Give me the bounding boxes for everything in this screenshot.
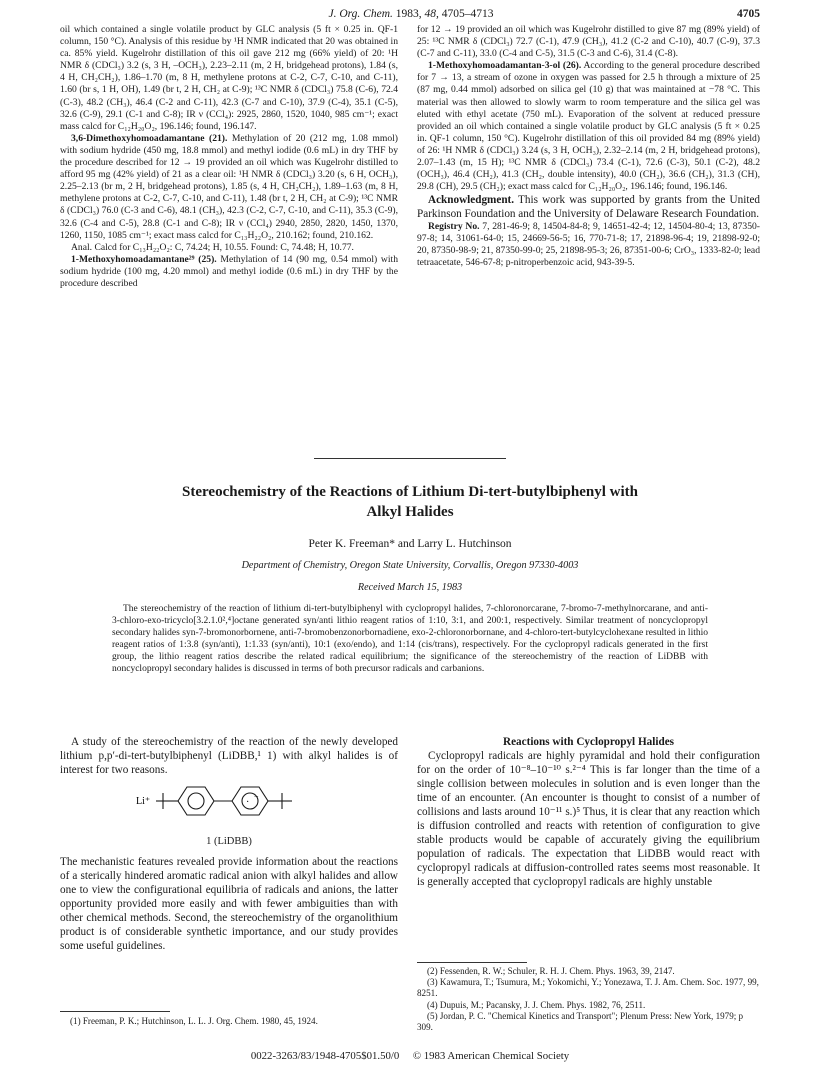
footnotes-right bbox=[417, 966, 760, 1033]
abstract: The stereochemistry of the reaction of lithium di-tert-butylbiphenyl with cyclopropyl halides, 7-chloronorcarane, 7-bromo-7-methylnorcarane, and anti-3-chloro-exo-tricyclo[3.2.1.0²,⁴]octane generated syn/anti lithio reagent ratios of 1:10, 3:1, and 200:1, respectively. Similar treatment of noncyclopropyl secondary halides syn-7-bromonorbornene, anti-7-bromobenzonorbornadiene, exo-2-chloronorbornane, and 4-chloro-tert-butylcyclohexane resulted in lithio reagent ratios of 1:3.8 (syn/anti), 1:1.33 (syn/anti), 10:1 (exo/endo), and 1:14 (cis/trans), respectively. For the cyclopropyl radicals generated in the first group, the lithio reagent ratios describe the related radical equilibrium; the significance of the stereochemistry of the reaction of LiDBB with noncyclopropyl secondary halides is discussed in terms of both precursor radicals and carbanions. bbox=[112, 604, 708, 674]
article-title: Stereochemistry of the Reactions of Lithium Di-tert-butylbiphenyl with Alkyl Halides bbox=[182, 484, 638, 520]
benzene-ring-right bbox=[232, 787, 268, 815]
lidbb-structure-drawing bbox=[132, 779, 332, 831]
page-number: 4705 bbox=[737, 8, 760, 20]
journal-citation bbox=[62, 8, 760, 20]
article-separator-rule bbox=[314, 458, 506, 459]
experimental-paragraph: 1-Methoxyhomoadamantan-3-ol (26). According to the general procedure described for 7 → 13, a stream of ozone in oxygen was passed for 2.5 h through a mixture of 25 (87 mg, 0.44 mmol) adsorbed on silica gel (10 g) that was maintained at −78 °C. This material was then allowed to slowly warm to room temperature and the silica gel was eluted with ethyl acetate (750 mL). Evaporation of the solvent at reduced pressure provided an oil which contained a single volatile product by GLC analysis (5 ft × 0.25 in. QF-1 column, 150 °C). Kugelrohr distillation of this oil provided 84 mg (89% yield) of 26: ¹H NMR δ (CDCl₃) 3.24 (s, 3 H, OCH₃), 2.32–2.14 (m, 2 H, bridgehead protons), 2.07–1.43 (m, 15 H); ¹³C NMR δ (CDCl₃) 73.4 (C-1), 72.6 (C-3), 50.1 (C-2), 48.2 (OCH₃), 46.4 (CH₂), 41.3 (CH₂, double intensity), 40.0 (CH₂), 36.6 (CH₂), 31.3 (CH), 29.8 (CH), 29.5 (CH₂); exact mass calcd for C₁₂H₂₀O₂, 196.146; found, 196.146. bbox=[417, 60, 760, 193]
benzene-ring-left bbox=[178, 787, 214, 815]
anion-charge: − bbox=[254, 792, 259, 802]
journal-year: 1983, bbox=[395, 8, 422, 20]
article-right-column bbox=[417, 735, 760, 890]
section-heading: Reactions with Cyclopropyl Halides bbox=[502, 736, 675, 748]
radical-dot: · bbox=[246, 797, 250, 809]
intro-paragraph: A study of the stereochemistry of the reaction of the newly developed lithium p,p′-di-tert-butylbiphenyl (LiDBB,¹ 1) with alkyl halides is of interest for two reasons. bbox=[60, 736, 398, 777]
intro-paragraph: The mechanistic features revealed provide information about the reactions of a sterically hindered aromatic radical anion with alkyl halides and allow one to view the configurational equilibria of radicals and anions, the latter opportunity provided more easily and with fewer ambiguities than with other chemical methods. Second, the stereochemistry of the organolithium product is of considerable synthetic importance, and our study provides some useful guidelines. bbox=[60, 856, 398, 953]
footnote-rule-right bbox=[417, 962, 527, 963]
experimental-paragraph: 1-Methoxyhomoadamantane²⁹ (25). Methylation of 14 (90 mg, 0.54 mmol) with sodium hydride (100 mg, 4.20 mmol) and methyl iodide (0.6 mL) in dry THF by the procedure described bbox=[60, 253, 398, 289]
structure-caption: 1 (LiDBB) bbox=[206, 836, 252, 848]
article-authors: Peter K. Freeman* and Larry L. Hutchinson bbox=[308, 538, 512, 550]
footnote: (3) Kawamura, T.; Tsumura, M.; Yokomichi, Y.; Yonezawa, T. J. Am. Chem. Soc. 1977, 99, 8251. bbox=[417, 977, 759, 999]
analysis-paragraph: Anal. Calcd for C₁₃H₂₂O₂: C, 74.24; H, 10.55. Found: C, 74.48; H, 10.77. bbox=[71, 241, 354, 253]
compound-heading: 1-Methoxyhomoadamantan-3-ol (26). bbox=[428, 60, 582, 72]
body-paragraph: Cyclopropyl radicals are highly pyramidal and hold their configuration for on the order of 10⁻⁸–10⁻¹⁰ s.²⁻⁴ This is far longer than the time of a single collision between molecules in solution and is even longer than the time of an encounter. (An encounter is thought to consist of a number of collisions and lasts around 10⁻¹¹ s.)⁵ Thus, it is clear that any reaction which is diffusion controlled and reacts with retention of configuration to give stable products would be capable of accurately giving the equilibrium population of radicals. The expectation that LiDBB would react with cyclopropyl radicals at diffusion-controlled rates seems most reasonable. It is generally accepted that cyclopropyl radicals are highly unstable bbox=[417, 750, 760, 889]
footnote: (5) Jordan, P. C. "Chemical Kinetics and Transport"; Plenum Press: New York, 1979; p 309. bbox=[417, 1010, 744, 1033]
journal-pages: 4705–4713 bbox=[441, 8, 494, 20]
tert-butyl-right bbox=[268, 793, 292, 809]
acknowledgment-heading: Acknowledgment. bbox=[428, 194, 515, 207]
journal-name: J. Org. Chem. bbox=[328, 8, 393, 20]
tert-butyl-left bbox=[156, 793, 178, 809]
article-code: 0022-3263/83/1948-4705$01.50/0 bbox=[250, 1050, 400, 1062]
article-affiliation: Department of Chemistry, Oregon State University, Corvallis, Oregon 97330-4003 bbox=[241, 560, 579, 571]
experimental-paragraph: 3,6-Dimethoxyhomoadamantane (21). Methylation of 20 (212 mg, 1.08 mmol) with sodium hydride (450 mg, 18.8 mmol) and methyl iodide (0.6 mL) in dry THF by the procedure described for 12 → 19 provided an oil which was Kugelrohr distilled to afford 95 mg (42% yield) of 21 as a clear oil: ¹H NMR δ (CDCl₃) 3.20 (s, 6 H, OCH₃), 2.25–2.13 (br m, 2 H, bridgehead protons), 1.85 (s, 4 H, CH₂CH₂), 1.89–1.63 (m, 8 H, methylene protons at C-2, C-7, C-10, and C-11), 1.48 (br t, 2 H, CH₂ at C-9); ¹³C NMR δ (CDCl₃) 76.0 (C-3 and C-6), 48.1 (CH₃), 42.3 (C-2, C-7, C-10, and C-11), 35.3 (C-9), 32.6 (C-4 and C-5), 28.8 (C-1 and C-8); IR ν (CCl₄) 2940, 2850, 2820, 1450, 1370, 1260, 1150, 1085 cm⁻¹; exact mass calcd for C₁₃H₂₂O₂, 210.162; found, 210.162. bbox=[60, 132, 398, 241]
compound-heading: 3,6-Dimethoxyhomoadamantane (21). bbox=[71, 132, 228, 144]
footnotes-left bbox=[60, 1016, 398, 1027]
prev-article-left-column bbox=[60, 24, 398, 422]
experimental-paragraph: for 12 → 19 provided an oil which was Kugelrohr distilled to give 87 mg (89% yield) of 25: ¹³C NMR δ (CDCl₃) 72.7 (C-1), 47.9 (CH₃), 41.2 (C-2 and C-10), 40.7 (C-9), 37.3 (C-7 and C-11), 33.0 (C-4 and C-5), 31.5 (C-3 and C-6), 31.4 (C-8). bbox=[417, 24, 760, 60]
article-left-column bbox=[60, 735, 398, 953]
copyright: © 1983 American Chemical Society bbox=[412, 1050, 570, 1062]
footnote: (4) Dupuis, M.; Pacansky, J. J. Chem. Phys. 1982, 76, 2511. bbox=[427, 999, 646, 1010]
compound-heading: 1-Methoxyhomoadamantane²⁹ (25). bbox=[71, 253, 217, 265]
registry-numbers: Registry No. 7, 281-46-9; 8, 14504-84-8; 9, 14651-42-4; 12, 14504-80-4; 13, 87350-97-8; 14, 31061-64-0; 15, 24669-56-5; 16, 770-71-8; 17, 21898-96-4; 19, 21898-92-0; 20, 87350-98-9; 21, 87350-99-0; 25, 21898-95-3; 26, 87351-00-6; CrO₃, 1333-82-0; lead tetraacetate, 546-67-8; p-nitroperbenzoic acid, 943-39-5. bbox=[417, 221, 760, 269]
journal-volume: 48, bbox=[424, 8, 439, 20]
registry-heading: Registry No. bbox=[428, 221, 480, 233]
acknowledgment: Acknowledgment. This work was supported by grants from the United Parkinson Foundation and the University of Delaware Research Foundation. bbox=[417, 194, 760, 221]
page-footer bbox=[0, 1050, 820, 1062]
experimental-paragraph: oil which contained a single volatile product by GLC analysis (5 ft × 0.25 in. QF-1 column, 150 °C). Analysis of this residue by ¹H NMR indicated that 20 was obtained in ca. 85% yield. Kugelrohr distillation of this oil gave 212 mg (66% yield) of 20: ¹H NMR δ (CDCl₃) 3.2 (s, 3 H, –OCH₃), 2.23–2.11 (m, 2 H, bridgehead protons), 1.84 (s, 4 H, CH₂CH₂), 1.86–1.70 (m, 8 H, methylene protons at C-2, C-7, C-10, and C-11), 1.60 (br s, 1 H, OH), 1.49 (br t, 2 H, CH₂ at C-9); ¹³C NMR δ (CDCl₃) 75.8 (C-6), 72.4 (C-3), 48.2 (CH₃), 46.4 (C-2 and C-11), 42.3 (C-7 and C-10), 37.9 (C-4), 35.1 (C-5), 32.6 (C-9), 29.1 (C-1 and C-8); IR ν (CCl₄): 2925, 2860, 1520, 1040, 985 cm⁻¹; exact mass calcd for C₁₂H₂₀O₂, 196.146; found, 196.147. bbox=[60, 24, 398, 132]
running-header bbox=[62, 8, 760, 24]
footnote: (2) Fessenden, R. W.; Schuler, R. H. J. Chem. Phys. 1963, 39, 2147. bbox=[427, 966, 675, 976]
prev-article-right-column bbox=[417, 24, 760, 422]
lithium-cation-label: Li⁺ bbox=[136, 796, 151, 808]
footnote: (1) Freeman, P. K.; Hutchinson, L. L. J. Org. Chem. 1980, 45, 1924. bbox=[70, 1016, 318, 1026]
lidbb-structure bbox=[60, 779, 398, 848]
footnote-rule-left bbox=[60, 1011, 170, 1012]
received-date: Received March 15, 1983 bbox=[357, 582, 463, 593]
